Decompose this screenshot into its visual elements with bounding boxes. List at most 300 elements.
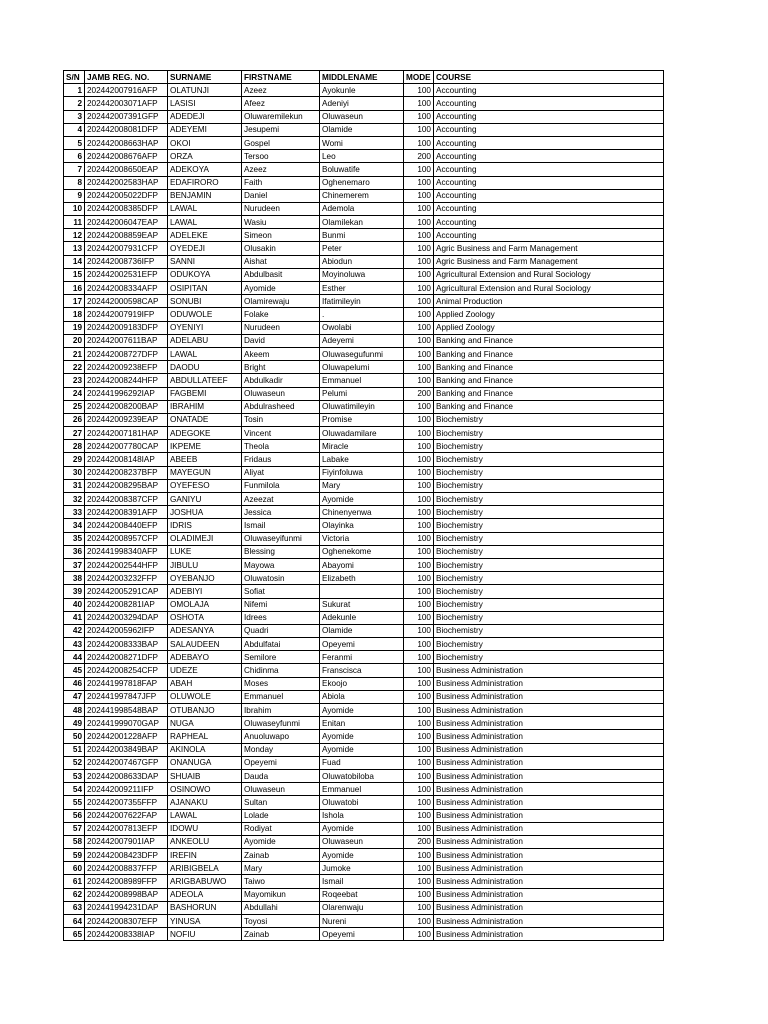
cell-surname: LUKE (168, 545, 242, 558)
cell-middlename: Olayinka (320, 519, 404, 532)
cell-mode: 200 (404, 150, 434, 163)
cell-surname: OYEFESO (168, 479, 242, 492)
cell-surname: OLUWOLE (168, 690, 242, 703)
cell-sn: 32 (64, 493, 85, 506)
table-row (64, 690, 664, 703)
cell-mode: 100 (404, 229, 434, 242)
cell-jamb-reg-no: 202441997847JFP (85, 690, 168, 703)
table-row (64, 638, 664, 651)
cell-course: Biochemistry (434, 506, 664, 519)
cell-mode: 100 (404, 413, 434, 426)
cell-jamb-reg-no: 202442003849BAP (85, 743, 168, 756)
cell-middlename: Owolabi (320, 321, 404, 334)
cell-jamb-reg-no: 202441996292IAP (85, 387, 168, 400)
cell-jamb-reg-no: 202442009238EFP (85, 361, 168, 374)
cell-mode: 100 (404, 374, 434, 387)
cell-middlename: Ayomide (320, 730, 404, 743)
cell-firstname: Monday (242, 743, 320, 756)
cell-firstname: Moses (242, 677, 320, 690)
cell-sn: 60 (64, 862, 85, 875)
cell-middlename: Labake (320, 453, 404, 466)
cell-jamb-reg-no: 202441994231DAP (85, 901, 168, 914)
cell-mode: 100 (404, 189, 434, 202)
cell-jamb-reg-no: 202442008281IAP (85, 598, 168, 611)
cell-sn: 46 (64, 677, 85, 690)
cell-course: Agric Business and Farm Management (434, 242, 664, 255)
cell-course: Accounting (434, 150, 664, 163)
cell-mode: 100 (404, 532, 434, 545)
cell-sn: 31 (64, 479, 85, 492)
cell-jamb-reg-no: 202442008736IFP (85, 255, 168, 268)
table-row (64, 242, 664, 255)
cell-firstname: Sultan (242, 796, 320, 809)
cell-sn: 43 (64, 638, 85, 651)
cell-surname: LAWAL (168, 809, 242, 822)
cell-firstname: Abdulbasit (242, 268, 320, 281)
cell-firstname: Taiwo (242, 875, 320, 888)
cell-mode: 100 (404, 849, 434, 862)
cell-firstname: Akeem (242, 347, 320, 360)
cell-jamb-reg-no: 202442008859EAP (85, 229, 168, 242)
cell-sn: 61 (64, 875, 85, 888)
cell-sn: 19 (64, 321, 85, 334)
cell-surname: ABAH (168, 677, 242, 690)
cell-sn: 40 (64, 598, 85, 611)
table-row (64, 176, 664, 189)
cell-jamb-reg-no: 202442008200BAP (85, 400, 168, 413)
cell-firstname: Olusakin (242, 242, 320, 255)
cell-sn: 48 (64, 704, 85, 717)
cell-firstname: Tosin (242, 413, 320, 426)
cell-sn: 11 (64, 216, 85, 229)
table-row (64, 400, 664, 413)
cell-middlename: Ademola (320, 202, 404, 215)
cell-sn: 64 (64, 915, 85, 928)
cell-course: Business Administration (434, 796, 664, 809)
table-row (64, 611, 664, 624)
table-row (64, 558, 664, 571)
cell-surname: ABEEB (168, 453, 242, 466)
cell-surname: ARIGBABUWO (168, 875, 242, 888)
header-firstname: FIRSTNAME (242, 71, 320, 84)
cell-course: Business Administration (434, 875, 664, 888)
cell-jamb-reg-no: 202442007622FAP (85, 809, 168, 822)
cell-jamb-reg-no: 202442008727DFP (85, 347, 168, 360)
cell-jamb-reg-no: 202442007355FFP (85, 796, 168, 809)
cell-middlename: Nureni (320, 915, 404, 928)
cell-jamb-reg-no: 202442007780CAP (85, 440, 168, 453)
table-row (64, 743, 664, 756)
cell-surname: BASHORUN (168, 901, 242, 914)
cell-course: Biochemistry (434, 611, 664, 624)
cell-jamb-reg-no: 202442008387CFP (85, 493, 168, 506)
cell-sn: 28 (64, 440, 85, 453)
cell-mode: 100 (404, 163, 434, 176)
cell-course: Biochemistry (434, 479, 664, 492)
cell-course: Biochemistry (434, 519, 664, 532)
cell-firstname: Azeez (242, 84, 320, 97)
cell-sn: 29 (64, 453, 85, 466)
cell-sn: 45 (64, 664, 85, 677)
cell-middlename: Oluwadamilare (320, 427, 404, 440)
cell-mode: 100 (404, 783, 434, 796)
cell-surname: OSHOTA (168, 611, 242, 624)
cell-sn: 33 (64, 506, 85, 519)
cell-jamb-reg-no: 202442007391GFP (85, 110, 168, 123)
cell-course: Business Administration (434, 901, 664, 914)
cell-surname: OLADIMEJI (168, 532, 242, 545)
cell-jamb-reg-no: 202442007467GFP (85, 756, 168, 769)
cell-middlename: Olamide (320, 123, 404, 136)
cell-course: Applied Zoology (434, 308, 664, 321)
cell-surname: ADEBAYO (168, 651, 242, 664)
cell-middlename: Ayomide (320, 849, 404, 862)
cell-mode: 100 (404, 756, 434, 769)
cell-firstname: Dauda (242, 769, 320, 782)
cell-middlename: Adeyemi (320, 334, 404, 347)
cell-middlename: Emmanuel (320, 374, 404, 387)
cell-jamb-reg-no: 202442002531EFP (85, 268, 168, 281)
table-row (64, 374, 664, 387)
cell-middlename: Ayomide (320, 704, 404, 717)
cell-firstname: Bright (242, 361, 320, 374)
cell-sn: 38 (64, 572, 85, 585)
cell-course: Business Administration (434, 677, 664, 690)
cell-middlename: Leo (320, 150, 404, 163)
cell-surname: OMOLAJA (168, 598, 242, 611)
cell-jamb-reg-no: 202442008307EFP (85, 915, 168, 928)
cell-middlename: Oluwasegufunmi (320, 347, 404, 360)
table-row (64, 598, 664, 611)
cell-sn: 5 (64, 136, 85, 149)
cell-mode: 100 (404, 97, 434, 110)
cell-sn: 37 (64, 558, 85, 571)
cell-mode: 100 (404, 730, 434, 743)
cell-course: Biochemistry (434, 545, 664, 558)
cell-mode: 100 (404, 321, 434, 334)
cell-jamb-reg-no: 202442008650EAP (85, 163, 168, 176)
cell-sn: 27 (64, 427, 85, 440)
cell-sn: 41 (64, 611, 85, 624)
cell-surname: OYENIYI (168, 321, 242, 334)
cell-firstname: Abdulrasheed (242, 400, 320, 413)
cell-mode: 100 (404, 558, 434, 571)
cell-jamb-reg-no: 202442008633DAP (85, 769, 168, 782)
cell-jamb-reg-no: 202442008254CFP (85, 664, 168, 677)
cell-jamb-reg-no: 202442008676AFP (85, 150, 168, 163)
cell-course: Banking and Finance (434, 400, 664, 413)
cell-jamb-reg-no: 202442008271DFP (85, 651, 168, 664)
cell-mode: 100 (404, 572, 434, 585)
cell-sn: 22 (64, 361, 85, 374)
cell-surname: OLATUNJI (168, 84, 242, 97)
cell-jamb-reg-no: 202442007813EFP (85, 822, 168, 835)
table-row (64, 664, 664, 677)
header-jamb-reg-no: JAMB REG. NO. (85, 71, 168, 84)
cell-middlename: Pelumi (320, 387, 404, 400)
cell-mode: 100 (404, 255, 434, 268)
cell-mode: 100 (404, 136, 434, 149)
cell-jamb-reg-no: 202442008295BAP (85, 479, 168, 492)
table-row (64, 163, 664, 176)
table-row (64, 756, 664, 769)
cell-course: Agricultural Extension and Rural Sociology (434, 282, 664, 295)
cell-surname: AKINOLA (168, 743, 242, 756)
cell-sn: 17 (64, 295, 85, 308)
cell-firstname: Vincent (242, 427, 320, 440)
table-row (64, 97, 664, 110)
cell-course: Biochemistry (434, 624, 664, 637)
cell-firstname: Abdulkadir (242, 374, 320, 387)
cell-sn: 7 (64, 163, 85, 176)
cell-course: Business Administration (434, 915, 664, 928)
cell-firstname: Anuoluwapo (242, 730, 320, 743)
cell-firstname: Ibrahim (242, 704, 320, 717)
table-row (64, 202, 664, 215)
cell-course: Business Administration (434, 862, 664, 875)
cell-middlename: Adekunle (320, 611, 404, 624)
cell-jamb-reg-no: 202442008148IAP (85, 453, 168, 466)
table-row (64, 268, 664, 281)
cell-surname: ODUWOLE (168, 308, 242, 321)
cell-course: Business Administration (434, 756, 664, 769)
cell-firstname: Folake (242, 308, 320, 321)
cell-mode: 100 (404, 347, 434, 360)
cell-surname: ADEBIYI (168, 585, 242, 598)
cell-mode: 100 (404, 334, 434, 347)
cell-firstname: Afeez (242, 97, 320, 110)
cell-mode: 100 (404, 545, 434, 558)
table-row (64, 110, 664, 123)
cell-course: Biochemistry (434, 493, 664, 506)
cell-sn: 1 (64, 84, 85, 97)
cell-course: Agric Business and Farm Management (434, 255, 664, 268)
cell-firstname: Nurudeen (242, 202, 320, 215)
cell-sn: 18 (64, 308, 85, 321)
table-row (64, 849, 664, 862)
cell-jamb-reg-no: 202442008237BFP (85, 466, 168, 479)
cell-mode: 100 (404, 862, 434, 875)
table-row (64, 888, 664, 901)
cell-sn: 20 (64, 334, 85, 347)
table-row (64, 835, 664, 848)
cell-surname: IREFIN (168, 849, 242, 862)
admission-list-table (63, 70, 664, 941)
cell-sn: 52 (64, 756, 85, 769)
cell-middlename: Abiola (320, 690, 404, 703)
cell-firstname: Ayomide (242, 835, 320, 848)
cell-course: Biochemistry (434, 638, 664, 651)
cell-surname: FAGBEMI (168, 387, 242, 400)
table-row (64, 321, 664, 334)
table-row (64, 334, 664, 347)
table-row (64, 466, 664, 479)
cell-jamb-reg-no: 202442007611BAP (85, 334, 168, 347)
cell-middlename: Ismail (320, 875, 404, 888)
cell-middlename: Adeniyi (320, 97, 404, 110)
cell-middlename: Peter (320, 242, 404, 255)
cell-jamb-reg-no: 202442008663HAP (85, 136, 168, 149)
cell-surname: OYEBANJO (168, 572, 242, 585)
cell-mode: 100 (404, 506, 434, 519)
table-row (64, 730, 664, 743)
cell-course: Business Administration (434, 730, 664, 743)
cell-middlename: Mary (320, 479, 404, 492)
table-row (64, 347, 664, 360)
cell-mode: 200 (404, 387, 434, 400)
cell-firstname: Fridaus (242, 453, 320, 466)
cell-course: Business Administration (434, 822, 664, 835)
cell-mode: 100 (404, 822, 434, 835)
cell-surname: MAYEGUN (168, 466, 242, 479)
cell-sn: 49 (64, 717, 85, 730)
cell-mode: 100 (404, 519, 434, 532)
cell-firstname: Mary (242, 862, 320, 875)
cell-course: Applied Zoology (434, 321, 664, 334)
cell-surname: ORZA (168, 150, 242, 163)
table-row (64, 493, 664, 506)
cell-firstname: Tersoo (242, 150, 320, 163)
cell-mode: 100 (404, 638, 434, 651)
cell-firstname: Zainab (242, 849, 320, 862)
cell-mode: 100 (404, 624, 434, 637)
cell-mode: 100 (404, 84, 434, 97)
cell-jamb-reg-no: 202441998340AFP (85, 545, 168, 558)
table-row (64, 651, 664, 664)
cell-sn: 21 (64, 347, 85, 360)
cell-mode: 100 (404, 242, 434, 255)
cell-middlename: Ishola (320, 809, 404, 822)
table-row (64, 282, 664, 295)
cell-middlename: Oluwatimileyin (320, 400, 404, 413)
table-row (64, 862, 664, 875)
cell-jamb-reg-no: 202442008440EFP (85, 519, 168, 532)
cell-sn: 42 (64, 624, 85, 637)
cell-jamb-reg-no: 202442003294DAP (85, 611, 168, 624)
cell-firstname: Semilore (242, 651, 320, 664)
cell-middlename: Roqeebat (320, 888, 404, 901)
cell-surname: OSIPITAN (168, 282, 242, 295)
cell-firstname: Abdullahi (242, 901, 320, 914)
cell-surname: NUGA (168, 717, 242, 730)
cell-course: Biochemistry (434, 532, 664, 545)
table-row (64, 809, 664, 822)
cell-surname: SONUBI (168, 295, 242, 308)
cell-middlename: Olarenwaju (320, 901, 404, 914)
cell-middlename: Ayokunle (320, 84, 404, 97)
cell-sn: 65 (64, 928, 85, 941)
cell-firstname: Chidinma (242, 664, 320, 677)
table-body (64, 84, 664, 941)
cell-middlename: Jumoke (320, 862, 404, 875)
cell-mode: 200 (404, 835, 434, 848)
header-sn: S/N (64, 71, 85, 84)
cell-sn: 53 (64, 769, 85, 782)
cell-sn: 3 (64, 110, 85, 123)
cell-mode: 100 (404, 664, 434, 677)
cell-sn: 13 (64, 242, 85, 255)
cell-course: Banking and Finance (434, 334, 664, 347)
cell-surname: IDOWU (168, 822, 242, 835)
cell-sn: 30 (64, 466, 85, 479)
cell-sn: 50 (64, 730, 85, 743)
cell-jamb-reg-no: 202442008423DFP (85, 849, 168, 862)
cell-mode: 100 (404, 123, 434, 136)
cell-surname: GANIYU (168, 493, 242, 506)
cell-jamb-reg-no: 202442008385DFP (85, 202, 168, 215)
cell-course: Business Administration (434, 835, 664, 848)
cell-surname: ADEKOYA (168, 163, 242, 176)
cell-surname: ABDULLATEEF (168, 374, 242, 387)
table-row (64, 532, 664, 545)
cell-course: Business Administration (434, 849, 664, 862)
cell-mode: 100 (404, 216, 434, 229)
cell-course: Business Administration (434, 783, 664, 796)
cell-surname: ADEYEMI (168, 123, 242, 136)
cell-firstname: Simeon (242, 229, 320, 242)
cell-mode: 100 (404, 453, 434, 466)
cell-sn: 25 (64, 400, 85, 413)
table-row (64, 453, 664, 466)
header-course: COURSE (434, 71, 664, 84)
cell-firstname: Oluwaseun (242, 783, 320, 796)
cell-middlename: Oghenemaro (320, 176, 404, 189)
cell-sn: 15 (64, 268, 85, 281)
cell-firstname: Oluwaseyifunmi (242, 532, 320, 545)
cell-firstname: Mayomikun (242, 888, 320, 901)
cell-surname: SALAUDEEN (168, 638, 242, 651)
table-row (64, 387, 664, 400)
cell-mode: 100 (404, 875, 434, 888)
header-row (64, 71, 664, 84)
cell-middlename: . (320, 308, 404, 321)
cell-course: Biochemistry (434, 427, 664, 440)
cell-mode: 100 (404, 282, 434, 295)
cell-middlename: Bunmi (320, 229, 404, 242)
cell-firstname: Rodiyat (242, 822, 320, 835)
cell-mode: 100 (404, 202, 434, 215)
cell-jamb-reg-no: 202442007181HAP (85, 427, 168, 440)
cell-firstname: Opeyemi (242, 756, 320, 769)
table-header (64, 71, 664, 84)
table-row (64, 440, 664, 453)
cell-surname: ODUKOYA (168, 268, 242, 281)
cell-mode: 100 (404, 479, 434, 492)
table-row (64, 136, 664, 149)
cell-course: Accounting (434, 97, 664, 110)
cell-sn: 59 (64, 849, 85, 862)
cell-surname: IKPEME (168, 440, 242, 453)
cell-course: Business Administration (434, 743, 664, 756)
cell-middlename: Enitan (320, 717, 404, 730)
cell-jamb-reg-no: 202442008989FFP (85, 875, 168, 888)
cell-middlename: Boluwatife (320, 163, 404, 176)
cell-middlename: Feranmi (320, 651, 404, 664)
cell-surname: IDRIS (168, 519, 242, 532)
cell-course: Biochemistry (434, 453, 664, 466)
table-row (64, 413, 664, 426)
cell-middlename: Moyinoluwa (320, 268, 404, 281)
cell-firstname: Daniel (242, 189, 320, 202)
cell-middlename: Fuad (320, 756, 404, 769)
cell-mode: 100 (404, 466, 434, 479)
table-row (64, 822, 664, 835)
cell-course: Banking and Finance (434, 387, 664, 400)
cell-course: Biochemistry (434, 585, 664, 598)
cell-mode: 100 (404, 743, 434, 756)
table-row (64, 229, 664, 242)
cell-jamb-reg-no: 202442007919IFP (85, 308, 168, 321)
